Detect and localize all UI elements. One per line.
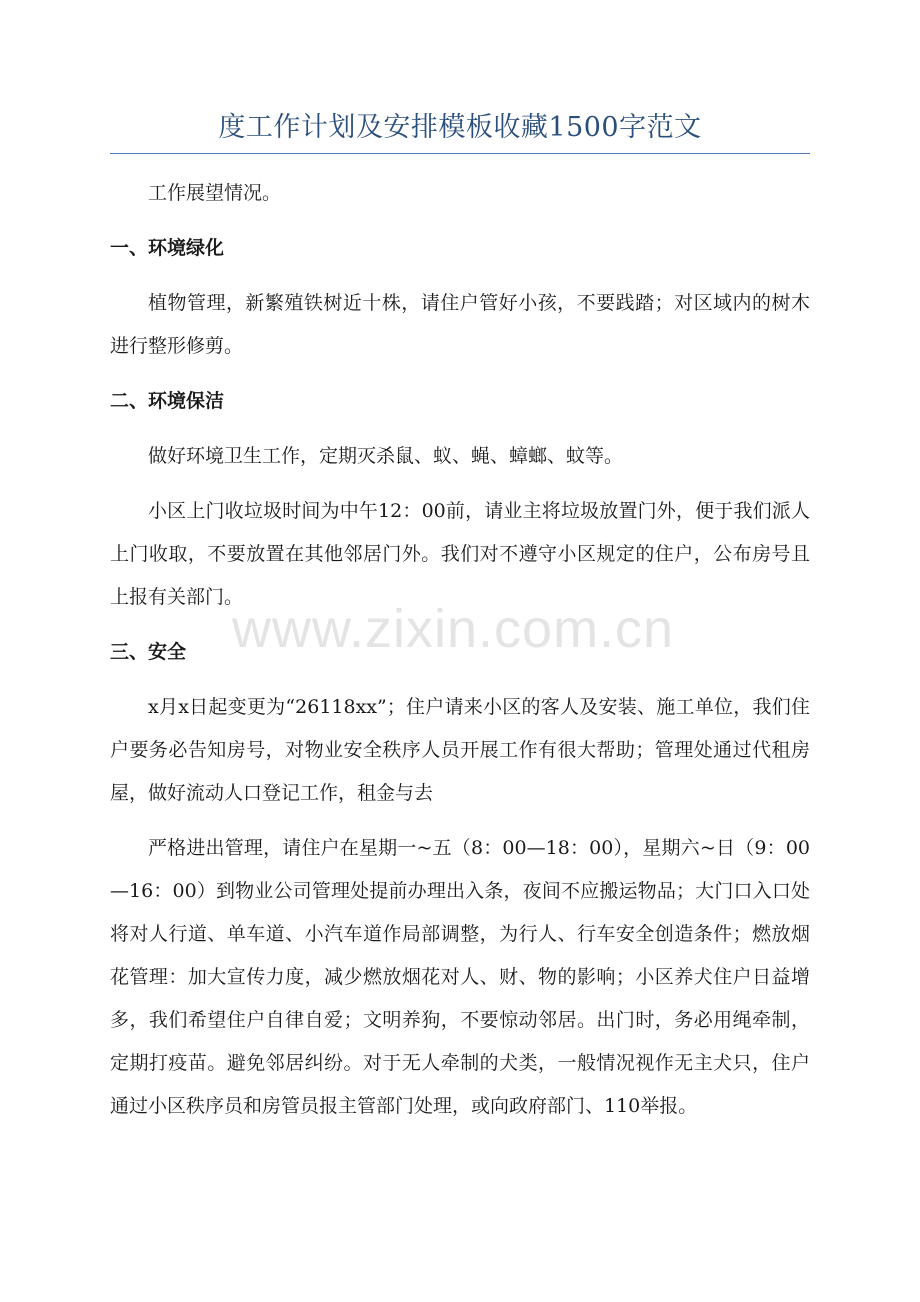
security-paragraph-2: 严格进出管理，请住户在星期一~五（8：00—18：00），星期六~日（9：00—16：00）到物业公司管理处提前办理出入条，夜间不应搬运物品；大门口入口处将对人行道、单车道、小汽车道作局部调整，为行人、行车安全创造条件；燃放烟花管理：加大宣传力度，减少燃放烟花对人、财、物的影响；小区养犬住户日益增多，我们希望住户自律自爱；文明养狗，不要惊动邻居。出门时，务必用绳牵制，定期打疫苗。避免邻居纠纷。对于无人牵制的犬类，一般情况视作无主犬只，住户通过小区秩序员和房管员报主管部门处理，或向政府部门、110举报。 (110, 837, 810, 1117)
document-title: 度工作计划及安排模板收藏1500字范文 (218, 112, 702, 143)
cleaning-paragraph-1: 做好环境卫生工作，定期灭杀鼠、蚁、蝇、蟑螂、蚊等。 (148, 445, 624, 467)
greening-paragraph: 植物管理，新繁殖铁树近十株，请住户管好小孩，不要践踏；对区域内的树木进行整形修剪。 (110, 292, 810, 357)
site-watermark: www.zixin.com.cn (232, 599, 675, 659)
security-paragraph-1: x月x日起变更为“26118xx”；住户请来小区的客人及安装、施工单位，我们住户要务必告知房号，对物业安全秩序人员开展工作有很大帮助；管理处通过代租房屋，做好流动人口登记工作，租金与去 (110, 696, 810, 804)
section-heading-cleaning: 二、环境保洁 (110, 390, 225, 412)
cleaning-paragraph-2: 小区上门收垃圾时间为中午12：00前，请业主将垃圾放置门外，便于我们派人上门收取，不要放置在其他邻居门外。我们对不遵守小区规定的住户，公布房号且上报有关部门。 (110, 500, 810, 608)
intro-paragraph: 工作展望情况。 (148, 182, 282, 204)
section-heading-greening: 一、环境绿化 (110, 237, 225, 259)
title-underline (110, 153, 810, 154)
section-heading-security: 三、安全 (110, 641, 187, 663)
document-body (110, 172, 810, 1140)
